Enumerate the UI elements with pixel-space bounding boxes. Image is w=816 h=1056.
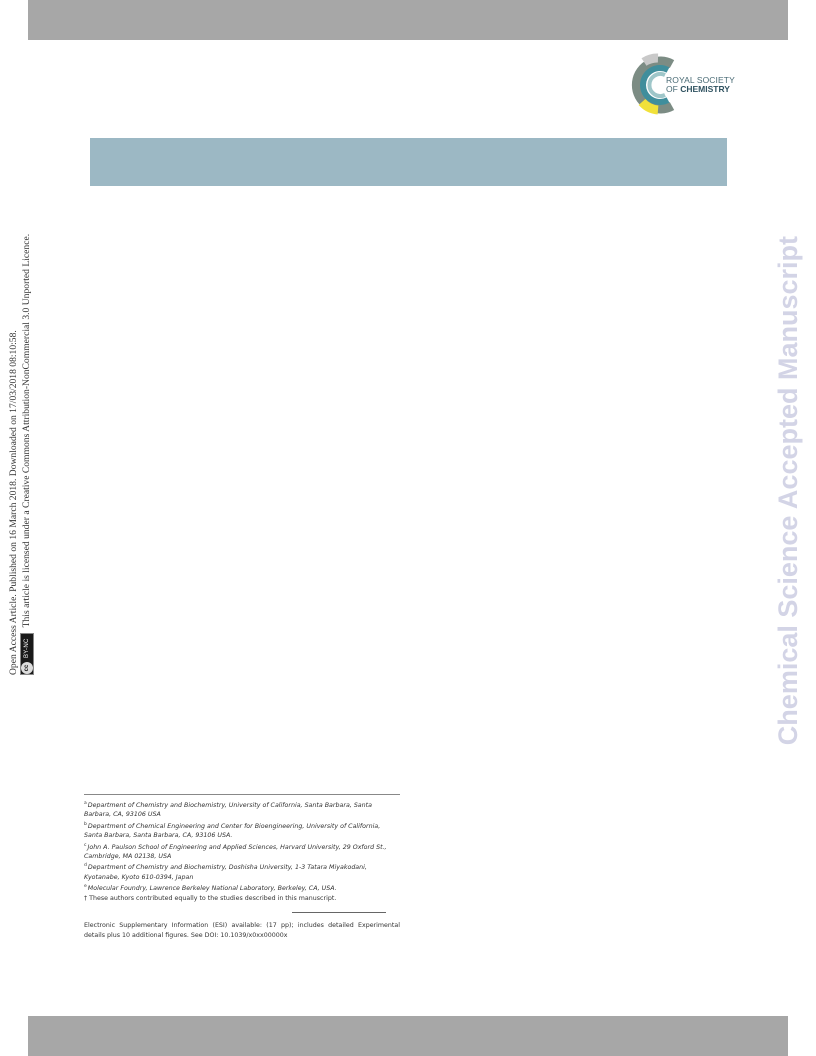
footnote-text: Molecular Foundry, Lawrence Berkeley National Laboratory, Berkeley, CA, USA.: [87, 885, 337, 893]
affiliation-footnotes: [84, 794, 400, 903]
rsc-logo: [628, 50, 738, 120]
footnote-text: Department of Chemical Engineering and Center for Bioengineering, University of California, Santa Barbara, Santa Barbara, CA, 93106 USA.: [84, 822, 381, 840]
footnote-text: John A. Paulson School of Engineering and Applied Sciences, Harvard University, 29 Oxford St., Cambridge, MA 02138, USA: [84, 843, 387, 861]
equal-contribution-note: † These authors contributed equally to the studies described in this manuscript.: [84, 894, 337, 902]
footnote-text: Department of Chemistry and Biochemistry, University of California, Santa Barbara, Santa Barbara, CA, 93106 USA: [84, 802, 372, 819]
header-bar: [28, 0, 788, 40]
footnote-text: Department of Chemistry and Biochemistry, Doshisha University, 1-3 Tatara Miyakodani, Kyotanabe, Kyoto 610-0394, Japan: [84, 864, 367, 881]
access-license-note: [8, 145, 38, 675]
footer-bar: [28, 1016, 788, 1056]
logo-line-2-of: OF: [666, 84, 678, 94]
rsc-logo-text: [666, 76, 735, 94]
footnote-e: [84, 882, 400, 893]
footnote-mark: c: [84, 842, 87, 848]
footnote-mark: b: [84, 821, 87, 827]
footnote-mark: e: [84, 884, 87, 890]
cc-license-badge[interactable]: [20, 633, 34, 675]
footnote-c: [84, 841, 400, 862]
esi-note: Electronic Supplementary Information (ESI) available: (17 pp); includes detailed Experimental details plus 10 additional figures. See DOI: 10.1039/x0xx00000x: [84, 922, 400, 939]
footnote-mark: d: [84, 863, 87, 869]
footnote-b: [84, 820, 400, 841]
access-line: Open Access Article. Published on 16 March 2018. Downloaded on 17/03/2018 08:10:58.: [8, 330, 19, 675]
esi-divider: [292, 912, 386, 913]
title-band: [90, 138, 727, 186]
cc-icon: cc: [21, 662, 33, 674]
footnote-d: [84, 861, 400, 882]
license-line[interactable]: This article is licensed under a Creative Commons Attribution-NonCommercial 3.0 Unported Licence.: [21, 233, 32, 628]
logo-line-2-chemistry: CHEMISTRY: [680, 84, 730, 94]
cc-badge-text: BY-NC: [24, 638, 30, 658]
footnote-a: [84, 799, 400, 820]
accepted-manuscript-watermark: [768, 236, 808, 816]
logo-line-1: ROYAL SOCIETY: [666, 75, 735, 85]
footnote-mark: a: [84, 801, 87, 806]
watermark-text: Chemical Science Accepted Manuscript: [773, 236, 803, 746]
